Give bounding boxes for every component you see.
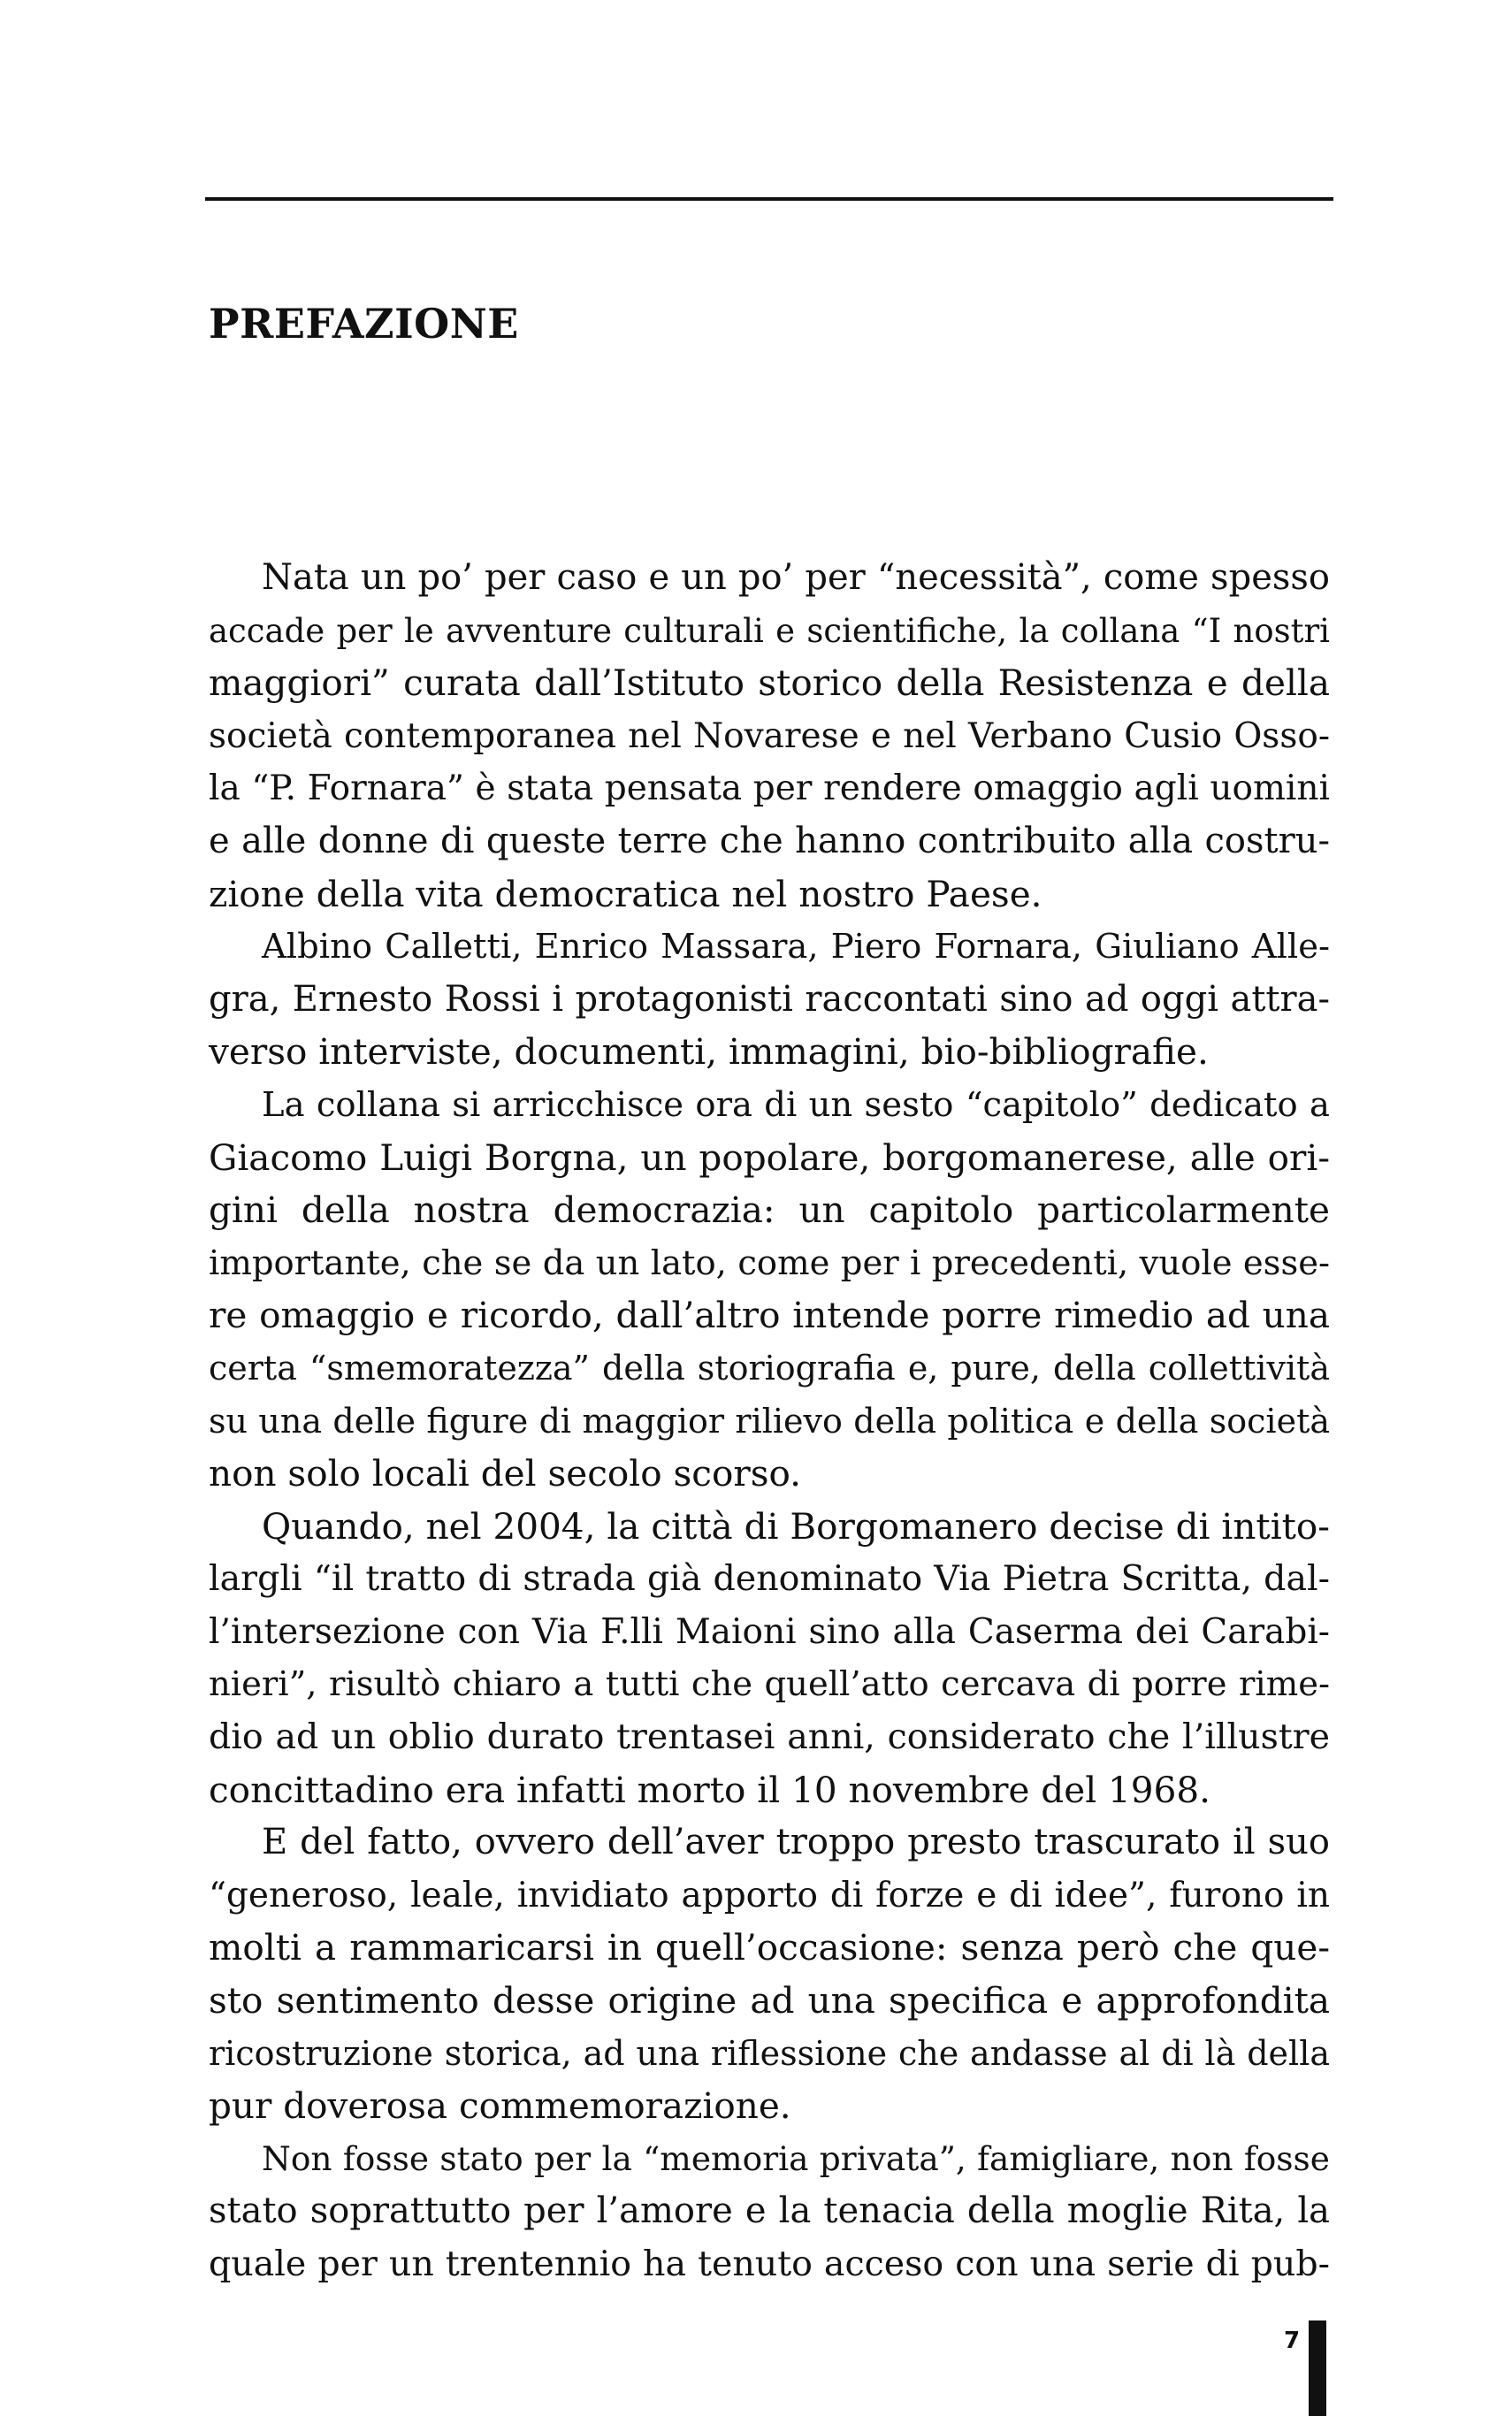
text-line: sto sentimento desse origine ad una specifica e approfondita — [209, 1979, 1330, 2022]
page-number: 7 — [1284, 2328, 1301, 2354]
text-line: largli “il tratto di strada già denominato Via Pietra Scritta, dal- — [209, 1558, 1330, 1600]
text-line: concittadino era infatti morto il 10 novembre del 1968. — [209, 1768, 1210, 1811]
text-line: non solo locali del secolo scorso. — [209, 1452, 802, 1495]
paragraph — [209, 921, 1330, 1079]
text-line: verso interviste, documenti, immagini, bio-bibliografie. — [209, 1030, 1209, 1074]
text-line: “generoso, leale, invidiato apporto di forze e di idee”, furono in — [209, 1875, 1330, 1915]
text-line: Nata un po’ per caso e un po’ per “necessità”, come spesso — [262, 557, 1330, 598]
text-line: stato soprattutto per l’amore e la tenacia della moglie Rita, la — [209, 2190, 1330, 2232]
text-line: pur doverosa commemorazione. — [209, 2084, 791, 2128]
text-line: dio ad un oblio durato trentasei anni, considerato che l’illustre — [209, 1716, 1330, 1758]
text-line: molti a rammaricarsi in quell’occasione: senza però che que- — [209, 1926, 1330, 1969]
text-line: Albino Calletti, Enrico Massara, Piero Fornara, Giuliano Alle- — [262, 927, 1330, 967]
text-line: Quando, nel 2004, la città di Borgomanero decise di intito- — [262, 1504, 1330, 1548]
text-line: gini della nostra democrazia: un capitolo particolarmente — [209, 1189, 1330, 1232]
text-line: la “P. Fornara” è stata pensata per rendere omaggio agli uomini — [209, 768, 1330, 809]
paragraph — [209, 1501, 1330, 1817]
text-line: accade per le avventure culturali e scientifiche, la collana “I nostri — [209, 611, 1330, 650]
paragraph — [209, 1816, 1330, 2133]
text-line: E del fatto, ovvero dell’aver troppo presto trascurato il suo — [262, 1822, 1330, 1863]
text-line: importante, che se da un lato, come per i precedenti, vuole esse- — [209, 1242, 1330, 1283]
paragraph — [209, 1079, 1330, 1501]
page-heading: PREFAZIONE — [209, 300, 519, 348]
text-line: maggiori” curata dall’Istituto storico della Resistenza e della — [209, 661, 1330, 705]
text-line: La collana si arricchisce ora di un sesto “capitolo” dedicato a — [262, 1084, 1330, 1125]
text-line: Giacomo Luigi Borgna, un popolare, borgomanerese, alle ori- — [209, 1135, 1330, 1179]
top-rule — [205, 197, 1333, 201]
text-line: ricostruzione storica, ad una riflessione che andasse al di là della — [209, 2033, 1330, 2073]
text-line: su una delle figure di maggior rilievo della politica e della società — [209, 1401, 1330, 1441]
text-line: quale per un trentennio ha tenuto acceso con una serie di pub- — [209, 2244, 1330, 2284]
text-line: gra, Ernesto Rossi i protagonisti raccontati sino ad oggi attra- — [209, 978, 1330, 1020]
text-line: e alle donne di queste terre che hanno contribuito alla costru- — [209, 820, 1330, 861]
paragraph — [209, 2133, 1330, 2291]
text-line: certa “smemoratezza” della storiografia e, pure, della collettività — [209, 1348, 1330, 1388]
preface-body — [209, 552, 1330, 2291]
text-line: re omaggio e ricordo, dall’altro intende porre rimedio ad una — [209, 1294, 1330, 1337]
text-line: Non fosse stato per la “memoria privata”, famigliare, non fosse — [262, 2138, 1330, 2178]
text-line: zione della vita democratica nel nostro Paese. — [209, 872, 1042, 915]
text-line: l’intersezione con Via F.lli Maioni sino alla Caserma dei Carabi- — [209, 1611, 1330, 1652]
page-edge-marker — [1309, 2320, 1326, 2416]
text-line: società contemporanea nel Novarese e nel Verbano Cusio Osso- — [209, 715, 1330, 756]
text-line: nieri”, risultò chiaro a tutti che quell’atto cercava di porre rime- — [209, 1664, 1330, 1705]
paragraph — [209, 552, 1330, 921]
